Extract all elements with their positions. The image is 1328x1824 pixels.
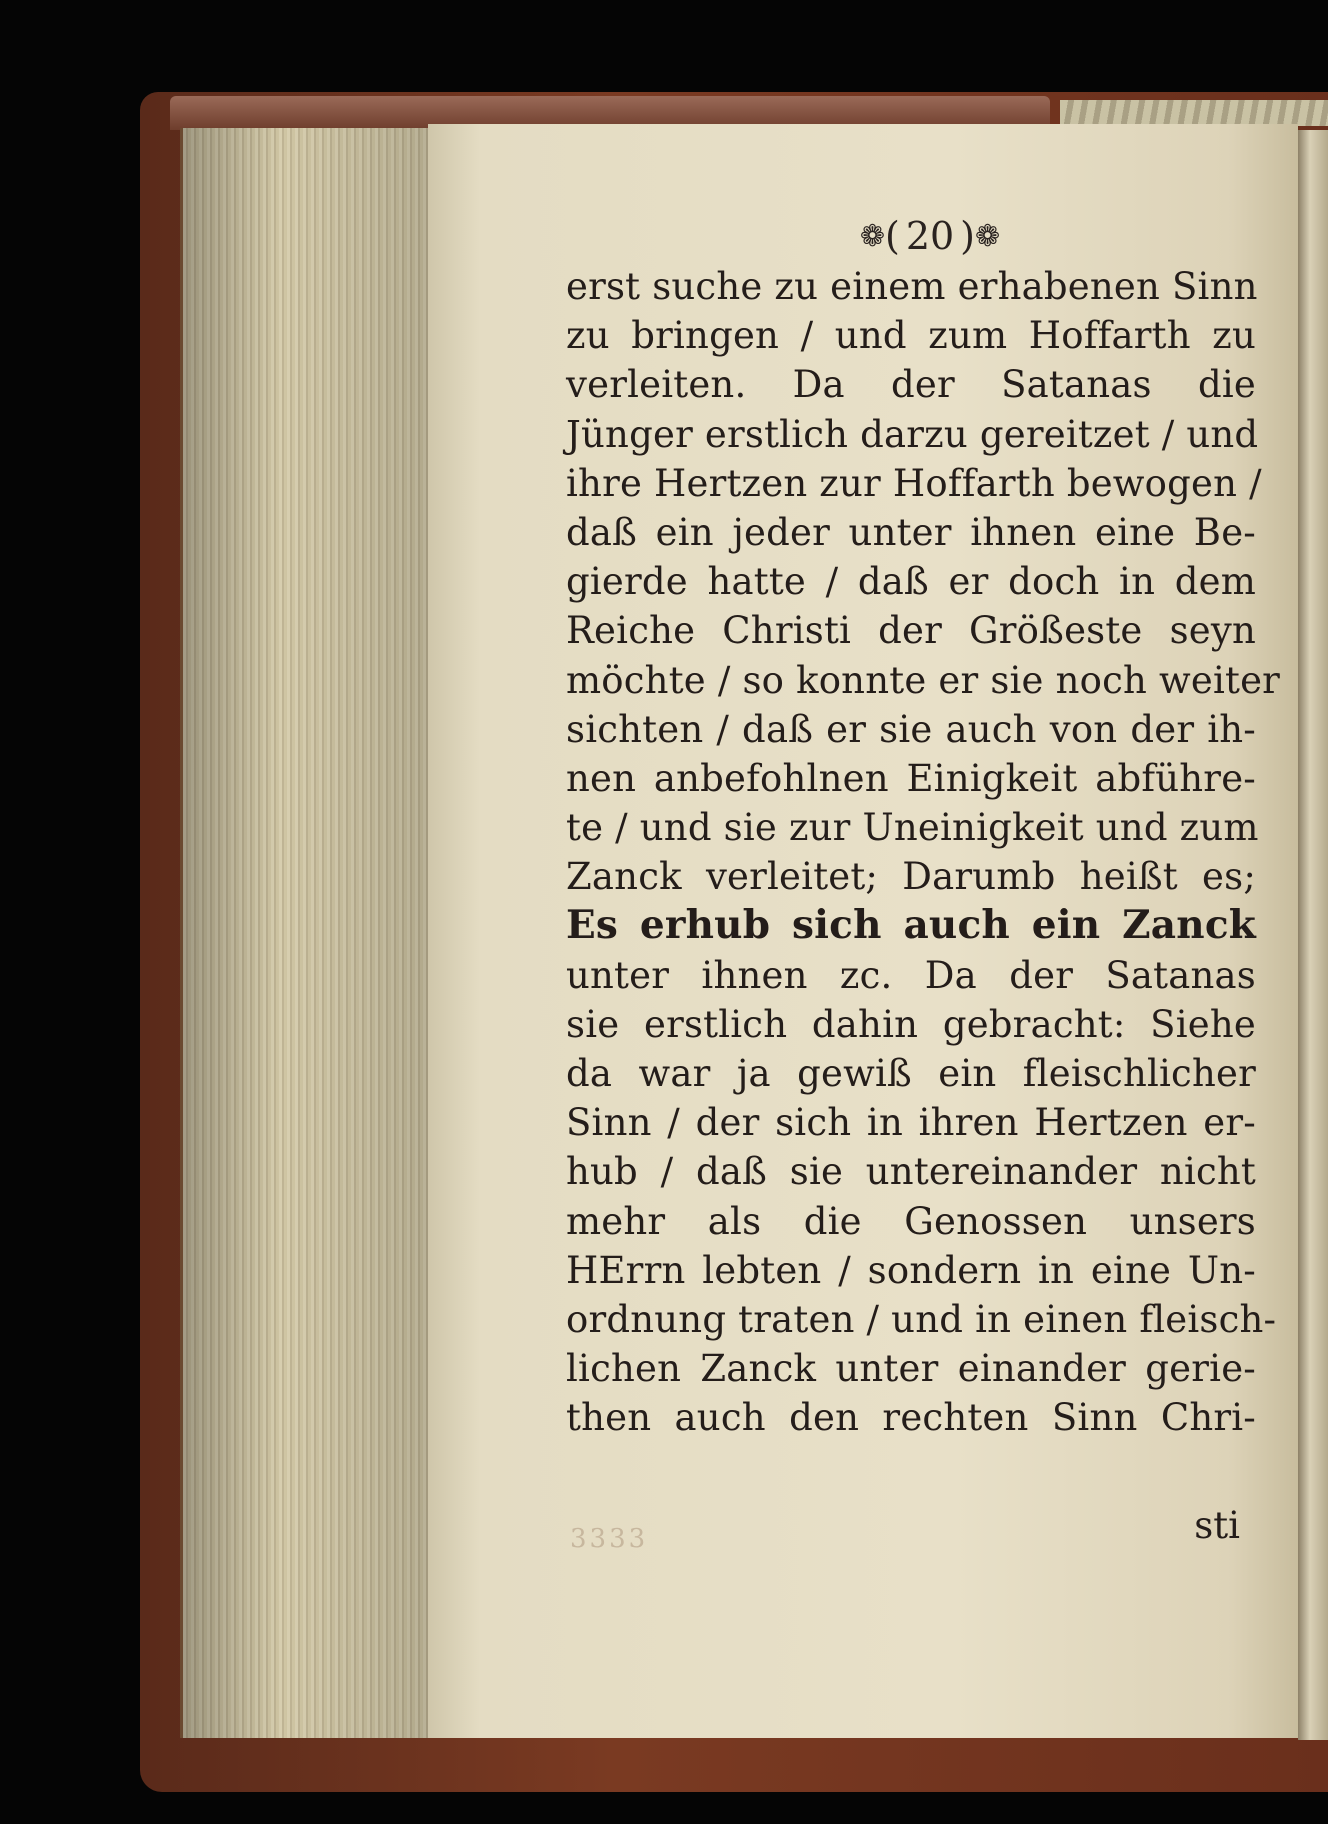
text-line: daß ein jeder unter ihnen eine Be- — [566, 510, 1256, 554]
text-line: HErrn lebten / sondern in eine Un- — [566, 1248, 1256, 1292]
text-line: erst suche zu einem erhabenen Sinn — [566, 265, 1258, 308]
header-left-ornament: ❁ — [859, 218, 885, 254]
text-line: sie erstlich dahin gebracht: Siehe — [566, 1002, 1256, 1046]
text-line: verleiten. Da der Satanas die — [566, 363, 1256, 407]
bleed-through-text: 3333 — [570, 1524, 649, 1554]
text-line: zu bringen / und zum Hoffarth zu — [566, 314, 1256, 358]
text-line: ordnung traten / und in einen fleisch- — [566, 1297, 1277, 1341]
text-line: Zanck verleitet; Darumb heißt es; — [566, 855, 1256, 899]
text-line: nen anbefohlnen Einigkeit abführe- — [566, 756, 1256, 800]
text-line-emphasis: Es erhub sich auch ein Zanck — [566, 902, 1256, 949]
paren-close: ) — [960, 214, 975, 258]
text-line: da war ja gewiß ein fleischlicher — [566, 1052, 1256, 1095]
body-text — [566, 262, 1281, 1443]
text-line: mehr als die Genossen unsers — [566, 1199, 1256, 1243]
text-line: Sinn / der sich in ihren Hertzen er- — [566, 1101, 1256, 1145]
catchword: sti — [1194, 1504, 1240, 1547]
text-line: hub / daß sie untereinander nicht — [566, 1150, 1256, 1194]
text-line: unter ihnen zc. Da der Satanas — [566, 953, 1256, 997]
text-line: sichten / daß er sie auch von der ih- — [566, 707, 1256, 751]
page-block-edge — [180, 128, 433, 1738]
text-line: möchte / so konnte er sie noch weiter — [566, 658, 1281, 702]
text-line: ihre Hertzen zur Hoffarth bewogen / — [566, 461, 1262, 505]
text-line: te / und sie zur Uneinigkeit und zum — [566, 806, 1259, 850]
text-line: then auch den rechten Sinn Chri- — [566, 1396, 1256, 1440]
text-line: gierde hatte / daß er doch in dem — [566, 560, 1256, 604]
bookmark-ribbon — [1060, 100, 1328, 126]
page-header — [845, 212, 1015, 260]
page-number: 20 — [905, 214, 955, 258]
header-right-ornament: ❁ — [975, 218, 1001, 254]
page-gutter — [1298, 130, 1328, 1740]
text-line: lichen Zanck unter einander gerie- — [566, 1347, 1256, 1391]
text-line: Reiche Christi der Größeste seyn — [566, 609, 1256, 653]
text-line: Jünger erstlich darzu gereitzet / und — [566, 412, 1259, 456]
paren-open: ( — [884, 214, 900, 258]
